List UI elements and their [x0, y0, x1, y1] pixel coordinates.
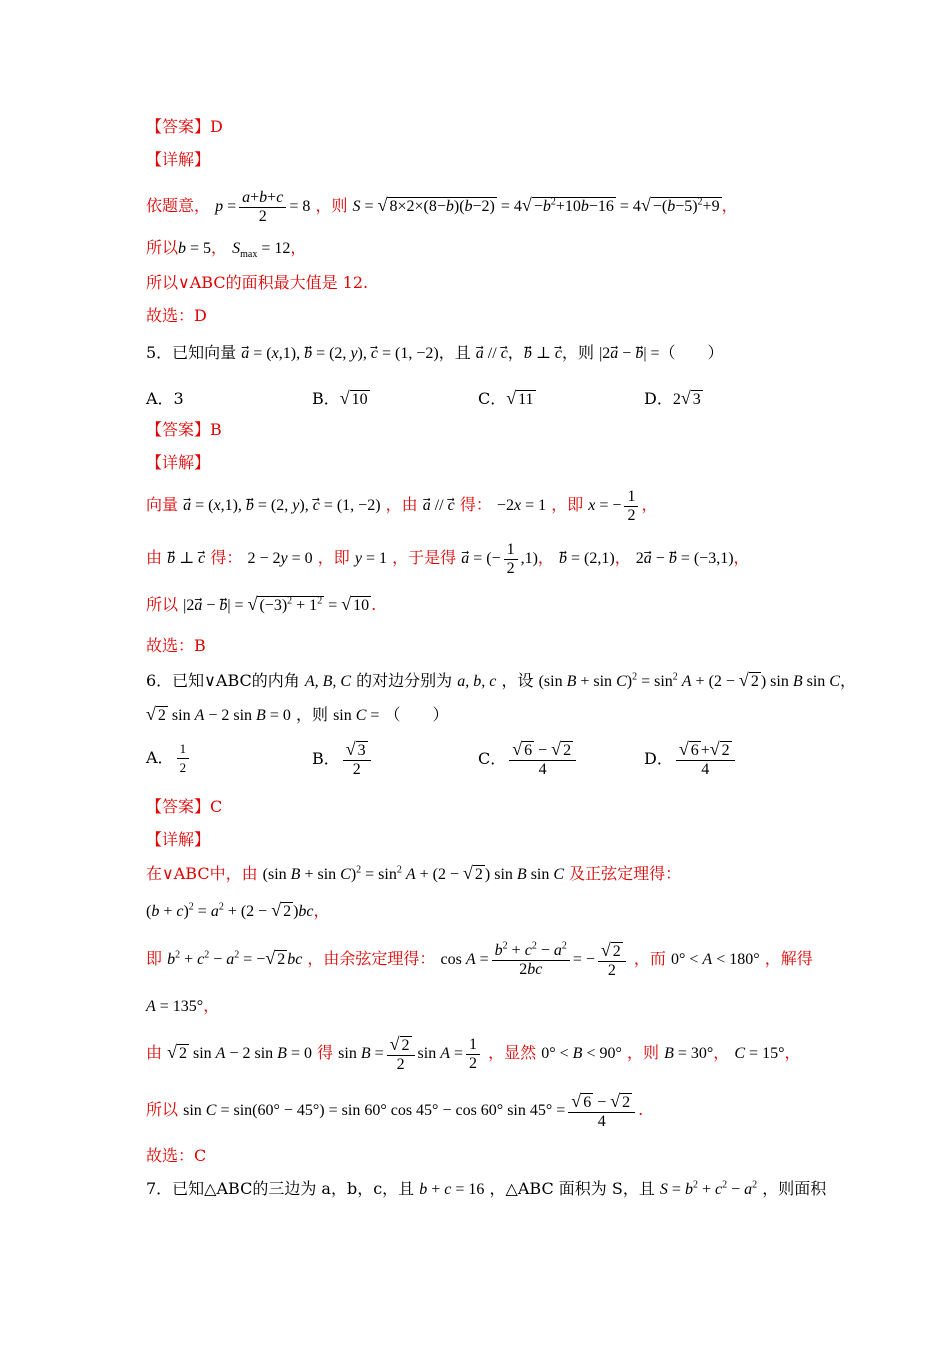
q6-solution-line-5: 由 √ 2 sin A − 2 sin B = 0 得 sin B = $\frac{√ 2}{2}$ sin A = $\frac{1}{2}$ ，显然 0° < B < 90° ，则 B = 30°， C = 15°，: [146, 1033, 801, 1073]
q5-option-b: B．√ 10: [312, 388, 368, 408]
question-5-stem: 5．已知向量 a⃗ = (x,1), b⃗ = (2, y), c⃗ = (1, −2)，且 a⃗ // c，b⃗ ⊥ c，则 |2a⃗ − b⃗| =（ ）: [146, 343, 724, 362]
q6-option-d: D． $\frac{√ 6 +√ 2}{4}$: [644, 740, 738, 779]
final-choice-q5: 故选：B: [146, 636, 206, 655]
q5-option-a: A．3: [146, 389, 184, 408]
question-6-stem: 6．已知∨ABC的内角 A, B, C 的对边分别为 a, b, c ，设 (sin $B + \sin C)^2 = \sin^2 A + (2$ − √ 2 ) sin B sin C，: [146, 670, 856, 690]
q6-option-a: A． $\frac{1}{2}$: [146, 740, 192, 777]
final-choice-q4: 故选：D: [146, 306, 207, 325]
solution-line-1: 依题意， p = $\frac{a+b+c}{2}$ = 8 ，则 S = √ $8\times 2\times(8-b)(b-2) = 4√ -b^2+10b-16 = 4√ -(b-5)^2+9$ ，: [146, 188, 738, 225]
answer-label-q4: 【答案】D: [146, 117, 223, 136]
final-choice-q6: 故选：C: [146, 1146, 207, 1165]
question-7-stem: 7．已知△ABC的三边为 a，b，c，且 b + c = 16 ，△ABC 面积为 S，且 $S = b^2 + c^2 - a^2$ ，则面积: [146, 1179, 827, 1198]
q6-option-b: B． $\frac{√ 3}{2}$: [312, 740, 374, 779]
solution-line-2: 所以b = 5， $S_{max} = 12$，: [146, 238, 307, 261]
q5-option-c: C．√ 11: [478, 388, 534, 408]
solution-line-3: 所以∨ABC的面积最大值是 12.: [146, 273, 369, 292]
q5-option-d: D．2√ 3: [644, 388, 701, 408]
q6-solution-line-4: A = 135°，: [146, 996, 220, 1015]
answer-label-q6: 【答案】C: [146, 797, 223, 816]
q5-solution-line-2: 由 b⃗ ⊥ c 得： 2 − 2y = 0 ，即 y = 1 ，于是得 a⃗ = (− $\frac{1}{2}$ ,1)， b⃗ = (2,1)， 2a⃗ − b⃗ = (−3,1)，: [146, 540, 750, 577]
q5-solution-line-3: 所以 |2a⃗ − b⃗| = √ $(-3)^2 + 1^2$ = √ 10 .: [146, 594, 377, 614]
q6-solution-line-3: 即 $b^2 + c^2 - a^2$ = −√ 2 bc ，由余弦定理得： cos A = $\frac{b^2 + c^2 - a^2}{2bc}$ = − $\frac{√ 2}{2}$ ，而 0° < A < 180° ，解得: [146, 939, 813, 979]
q6-solution-line-2: $(b + c)^2 = a^2 + (2$ − √ 2 )bc，: [146, 900, 330, 920]
q6-solution-line-6: 所以 sin C = sin(60° − 45°) = sin 60° cos 45° − cos 60° sin 45° = $\frac{√ 6 - √ 2}{4}$ .: [146, 1090, 644, 1130]
answer-label-q5: 【答案】B: [146, 420, 222, 439]
q6-option-c: C． $\frac{√ 6 - √ 2}{4}$: [478, 740, 579, 779]
detail-label-q4: 【详解】: [146, 150, 211, 169]
q6-solution-line-1: 在∨ABC中，由 (sin $B + \sin C)^2 = \sin^2 A + (2$ − √ 2 ) sin B sin C 及正弦定理得：: [146, 863, 682, 883]
detail-label-q5: 【详解】: [146, 453, 211, 472]
detail-label-q6: 【详解】: [146, 830, 211, 849]
q5-solution-line-1: 向量 a⃗ = (x,1), b⃗ = (2, y), c⃗ = (1, −2) ，由 a⃗ // c 得： −2x = 1 ，即 x = − $\frac{1}{2}$ ，: [146, 487, 658, 524]
question-6-stem-cont: √ 2 sin A − 2 sin B = 0 ，则 sin C = （ ）: [146, 704, 449, 724]
